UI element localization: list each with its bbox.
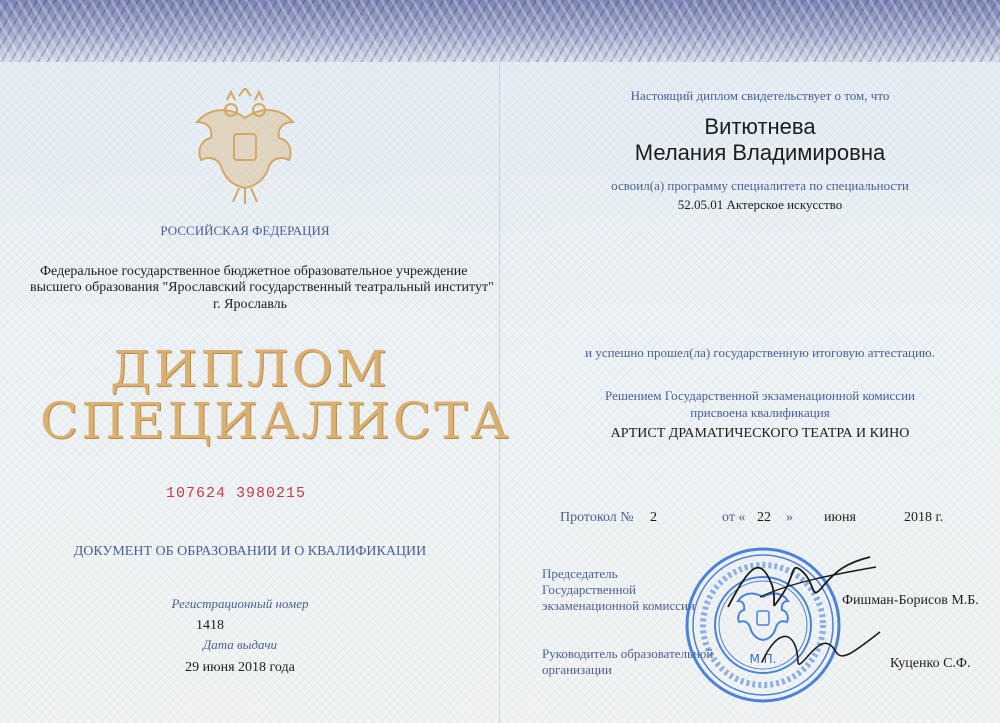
diploma-title-line-1: ДИПЛОМ	[110, 340, 390, 398]
program-intro: освоил(а) программу специалитета по специальности	[611, 178, 909, 193]
guilloche-band	[0, 0, 1000, 62]
chair-title-line-2: Государственной	[542, 582, 637, 597]
chair-title-line-3: экзаменационной комиссии	[542, 598, 695, 613]
stamp-mp-label: М.П.	[749, 652, 777, 666]
certifies-text: Настоящий диплом свидетельствует о том, что	[630, 88, 890, 103]
protocol-number: 2	[650, 510, 657, 525]
document-type: ДОКУМЕНТ ОБ ОБРАЗОВАНИИ И О КВАЛИФИКАЦИИ	[73, 544, 427, 559]
protocol-day-close: »	[786, 510, 793, 525]
institution-line-1: Федеральное государственное бюджетное образовательное учреждение	[40, 264, 468, 279]
protocol-label: Протокол №	[560, 510, 634, 525]
specialty: 52.05.01 Актерское искусство	[677, 197, 843, 212]
reg-number-label: Регистрационный номер	[171, 596, 309, 611]
qualification: АРТИСТ ДРАМАТИЧЕСКОГО ТЕАТРА И КИНО	[610, 426, 910, 441]
head-name: Куценко С.Ф.	[890, 656, 971, 671]
commission-line-2: присвоена квалификация	[690, 405, 830, 420]
serial-number: 107624 3980215	[166, 485, 307, 502]
diploma-title-line-2: СПЕЦИАЛИСТА	[40, 392, 512, 450]
chair-name: Фишман-Борисов М.Б.	[842, 593, 979, 608]
protocol-from-label: от «	[722, 510, 746, 525]
coat-of-arms-icon	[189, 88, 301, 206]
head-title-line-1: Руководитель образовательной	[542, 646, 714, 661]
issue-date-label: Дата выдачи	[202, 637, 278, 652]
commission-line-1: Решением Государственной экзаменационной комиссии	[605, 388, 915, 403]
issue-date: 29 июня 2018 года	[185, 660, 295, 675]
graduate-surname: Витютнева	[704, 114, 816, 139]
chair-title-line-1: Председатель	[542, 566, 618, 581]
protocol-year: 2018 г.	[904, 510, 944, 525]
country-label: РОССИЙСКАЯ ФЕДЕРАЦИЯ	[160, 223, 330, 238]
graduate-given-names: Мелания Владимировна	[634, 140, 886, 165]
reg-number: 1418	[196, 618, 224, 633]
institution-line-2: высшего образования "Ярославский государственный театральный институт"	[30, 280, 494, 295]
protocol-day: 22	[757, 510, 771, 525]
institution-line-3: г. Ярославль	[212, 297, 288, 312]
attestation-text: и успешно прошел(ла) государственную итоговую аттестацию.	[585, 345, 935, 360]
protocol-month: июня	[824, 510, 856, 525]
head-signature-icon	[756, 612, 886, 682]
head-title-line-2: организации	[542, 662, 612, 677]
